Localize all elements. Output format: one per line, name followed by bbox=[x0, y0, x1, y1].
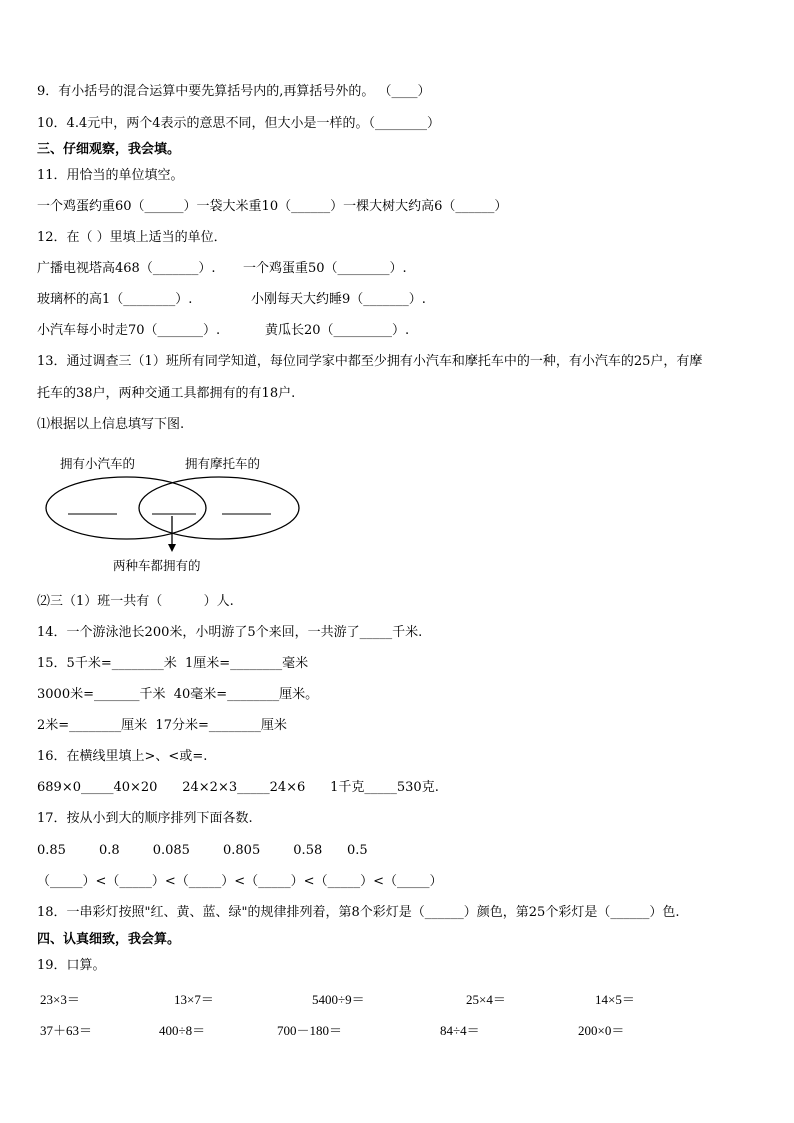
calc-item: 200×0＝ bbox=[578, 1023, 625, 1038]
question-12-f: 黄瓜长20（_________）. bbox=[265, 323, 410, 338]
question-16-line: 689×0_____40×20 24×2×3_____24×6 1千克_____530克. bbox=[37, 780, 439, 795]
venn-right-ellipse bbox=[139, 477, 299, 539]
calc-item: 37＋63＝ bbox=[40, 1023, 93, 1038]
calc-item: 700－180＝ bbox=[277, 1023, 343, 1038]
question-15-a: 15．5千米=________米 1厘米=________毫米 bbox=[37, 656, 309, 671]
question-9: 9．有小括号的混合运算中要先算括号内的,再算括号外的。 （____） bbox=[37, 84, 431, 99]
question-12-c: 玻璃杯的高1（________）. bbox=[37, 292, 193, 307]
question-10: 10．4.4元中，两个4表示的意思不同，但大小是一样的。（________） bbox=[37, 116, 440, 131]
calc-item: 84÷4＝ bbox=[440, 1023, 480, 1038]
question-17-title: 17．按从小到大的顺序排列下面各数. bbox=[37, 811, 253, 826]
venn-diagram bbox=[40, 448, 310, 580]
question-15-c: 2米=________厘米 17分米=________厘米 bbox=[37, 718, 287, 733]
question-14: 14．一个游泳池长200米，小明游了5个来回，一共游了_____千米. bbox=[37, 625, 423, 640]
question-13-sub-1: ⑴根据以上信息填写下图. bbox=[37, 417, 185, 432]
question-16-title: 16．在横线里填上>、<或=. bbox=[37, 749, 208, 764]
question-12-a: 广播电视塔高468（_______）. bbox=[37, 261, 216, 276]
venn-label-bottom: 两种车都拥有的 bbox=[113, 558, 201, 573]
question-17-numbers: 0.85 0.8 0.085 0.805 0.58 0.5 bbox=[37, 843, 368, 858]
calc-item: 13×7＝ bbox=[174, 992, 214, 1007]
question-13-sub-2: ⑵三（1）班一共有（ ）人. bbox=[37, 594, 234, 609]
question-18: 18．一串彩灯按照"红、黄、蓝、绿"的规律排列着，第8个彩灯是（______）颜色，第25个彩灯是（______）色. bbox=[37, 905, 680, 920]
venn-left-ellipse bbox=[46, 477, 206, 539]
question-12-title: 12．在（ ）里填上适当的单位． bbox=[37, 230, 227, 245]
question-12-e: 小汽车每小时走70（_______）. bbox=[37, 323, 221, 338]
question-13-line-2: 托车的38户，两种交通工具都拥有的有18户. bbox=[37, 386, 296, 401]
calc-item: 5400÷9＝ bbox=[312, 992, 365, 1007]
calc-item: 14×5＝ bbox=[595, 992, 635, 1007]
venn-label-left: 拥有小汽车的 bbox=[60, 456, 136, 471]
calc-item: 23×3＝ bbox=[40, 992, 80, 1007]
question-11-title: 11．用恰当的单位填空。 bbox=[37, 168, 184, 183]
calc-item: 400÷8＝ bbox=[159, 1023, 206, 1038]
question-12-d: 小刚每天大约睡9（_______）. bbox=[251, 292, 426, 307]
question-19-title: 19．口算。 bbox=[37, 958, 106, 973]
question-13-line-1: 13．通过调查三（1）班所有同学知道，每位同学家中都至少拥有小汽车和摩托车中的一种，有小汽车的25户，有摩 bbox=[37, 354, 703, 369]
question-11-line: 一个鸡蛋约重60（______）一袋大米重10（______）一棵大树大约高6（______） bbox=[37, 199, 508, 214]
section-4-heading: 四、认真细致，我会算。 bbox=[37, 932, 181, 947]
question-15-b: 3000米=_______千米 40毫米=________厘米。 bbox=[37, 687, 319, 702]
calc-item: 25×4＝ bbox=[466, 992, 506, 1007]
section-3-heading: 三、仔细观察，我会填。 bbox=[37, 142, 181, 157]
venn-label-right: 拥有摩托车的 bbox=[185, 456, 261, 471]
question-17-blanks: （_____）<（_____）<（_____）<（_____）<（_____）<（_____） bbox=[37, 874, 443, 889]
venn-arrow-head bbox=[168, 544, 176, 552]
question-12-b: 一个鸡蛋重50（________）. bbox=[243, 261, 407, 276]
